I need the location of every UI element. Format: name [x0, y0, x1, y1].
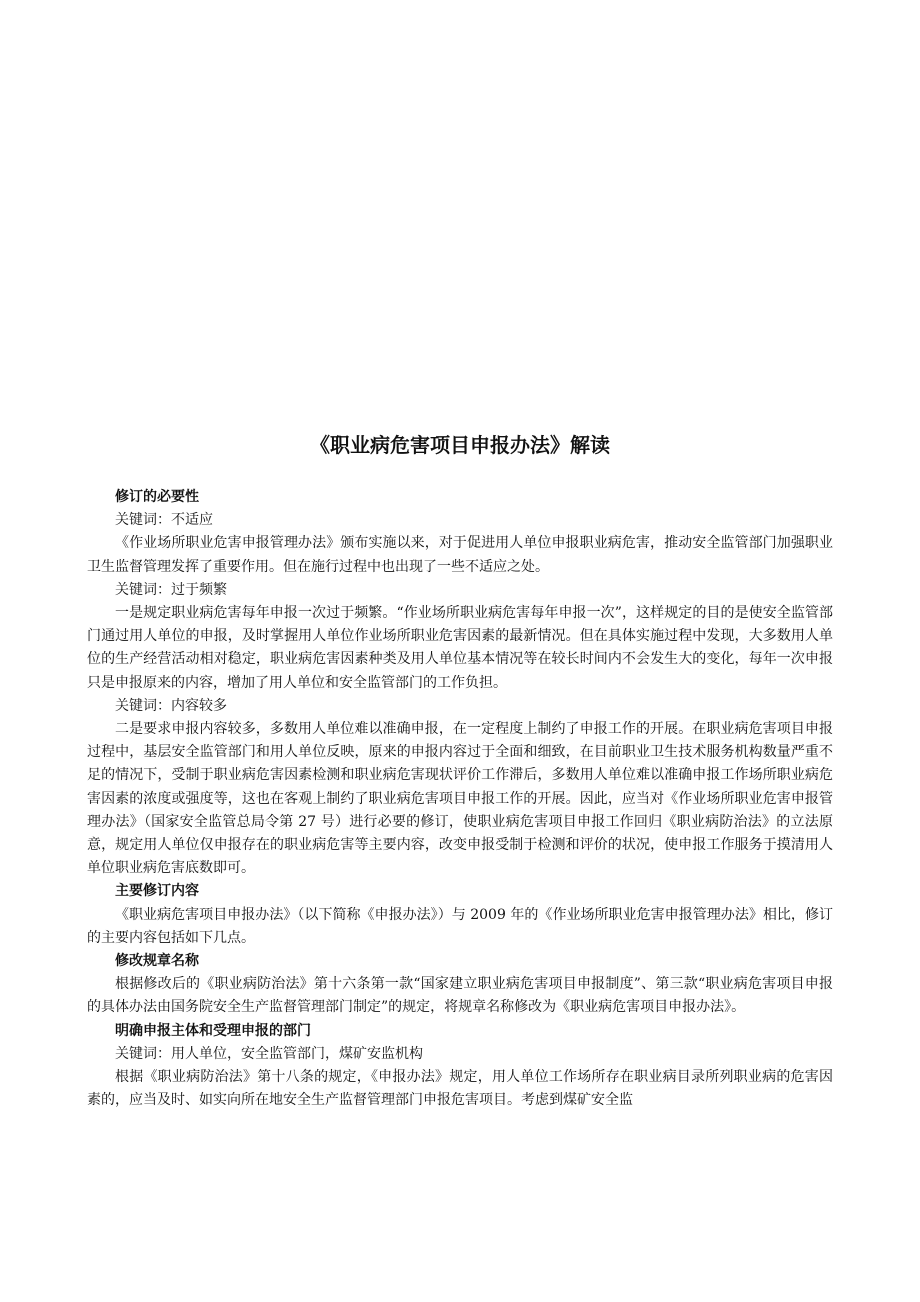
section-heading: 修改规章名称	[115, 953, 199, 970]
body-paragraph: 关键词：不适应	[115, 512, 213, 529]
section-heading: 主要修订内容	[115, 883, 199, 900]
document-title: 《职业病危害项目申报办法》解读	[310, 433, 610, 457]
body-paragraph: 《作业场所职业危害申报管理办法》颁布实施以来，对于促进用人单位申报职业病危害，推动安全监管部门加强职业卫生监督管理发挥了重要作用。但在施行过程中也出现了一些不适应之处。	[87, 535, 833, 575]
body-paragraph: 根据《职业病防治法》第十八条的规定，《申报办法》规定，用人单位工作场所存在职业病目录所列职业病的危害因素的，应当及时、如实向所在地安全生产监督管理部门申报危害项目。考虑到煤矿安全监	[87, 1069, 833, 1109]
section-heading: 明确申报主体和受理申报的部门	[115, 1022, 311, 1039]
body-paragraph: 《职业病危害项目申报办法》（以下简称《申报办法》）与 2009 年的《作业场所职业危害申报管理办法》相比，修订的主要内容包括如下几点。	[87, 906, 833, 946]
body-paragraph: 二是要求申报内容较多，多数用人单位难以准确申报，在一定程度上制约了申报工作的开展。在职业病危害项目申报过程中，基层安全监管部门和用人单位反映，原来的申报内容过于全面和细致，在目前职业卫生技术服务机构数量严重不足的情况下，受制于职业病危害因素检测和职业病危害现状评价工作滞后，多数用人单位难以准确申报工作场所职业病危害因素的浓度或强度等，这也在客观上制约了职业病危害项目申报工作的开展。因此，应当对《作业场所职业危害申报管理办法》（国家安全监管总局令第 27 号）进行必要的修订，使职业病危害项目申报工作回归《职业病防治法》的立法原意，规定用人单位仅申报存在的职业病危害等主要内容，改变申报受制于检测和评价的状况，使申报工作服务于摸清用人单位职业病危害底数即可。	[87, 721, 833, 877]
body-paragraph: 关键词：过于频繁	[115, 581, 227, 598]
body-paragraph: 关键词：用人单位，安全监管部门，煤矿安监机构	[115, 1045, 423, 1062]
body-paragraph: 关键词：内容较多	[115, 697, 227, 714]
body-paragraph: 根据修改后的《职业病防治法》第十六条第一款“国家建立职业病危害项目申报制度”、第三款“职业病危害项目申报的具体办法由国务院安全生产监督管理部门制定”的规定，将规章名称修改为《职业病危害项目申报办法》。	[87, 976, 833, 1016]
body-paragraph: 一是规定职业病危害每年申报一次过于频繁。“作业场所职业病危害每年申报一次”，这样规定的目的是使安全监管部门通过用人单位的申报，及时掌握用人单位作业场所职业危害因素的最新情况。但在具体实施过程中发现，大多数用人单位的生产经营活动相对稳定，职业病危害因素种类及用人单位基本情况等在较长时间内不会发生大的变化，每年一次申报只是申报原来的内容，增加了用人单位和安全监管部门的工作负担。	[87, 605, 833, 691]
document-body	[87, 486, 833, 1112]
section-heading: 修订的必要性	[115, 489, 199, 505]
